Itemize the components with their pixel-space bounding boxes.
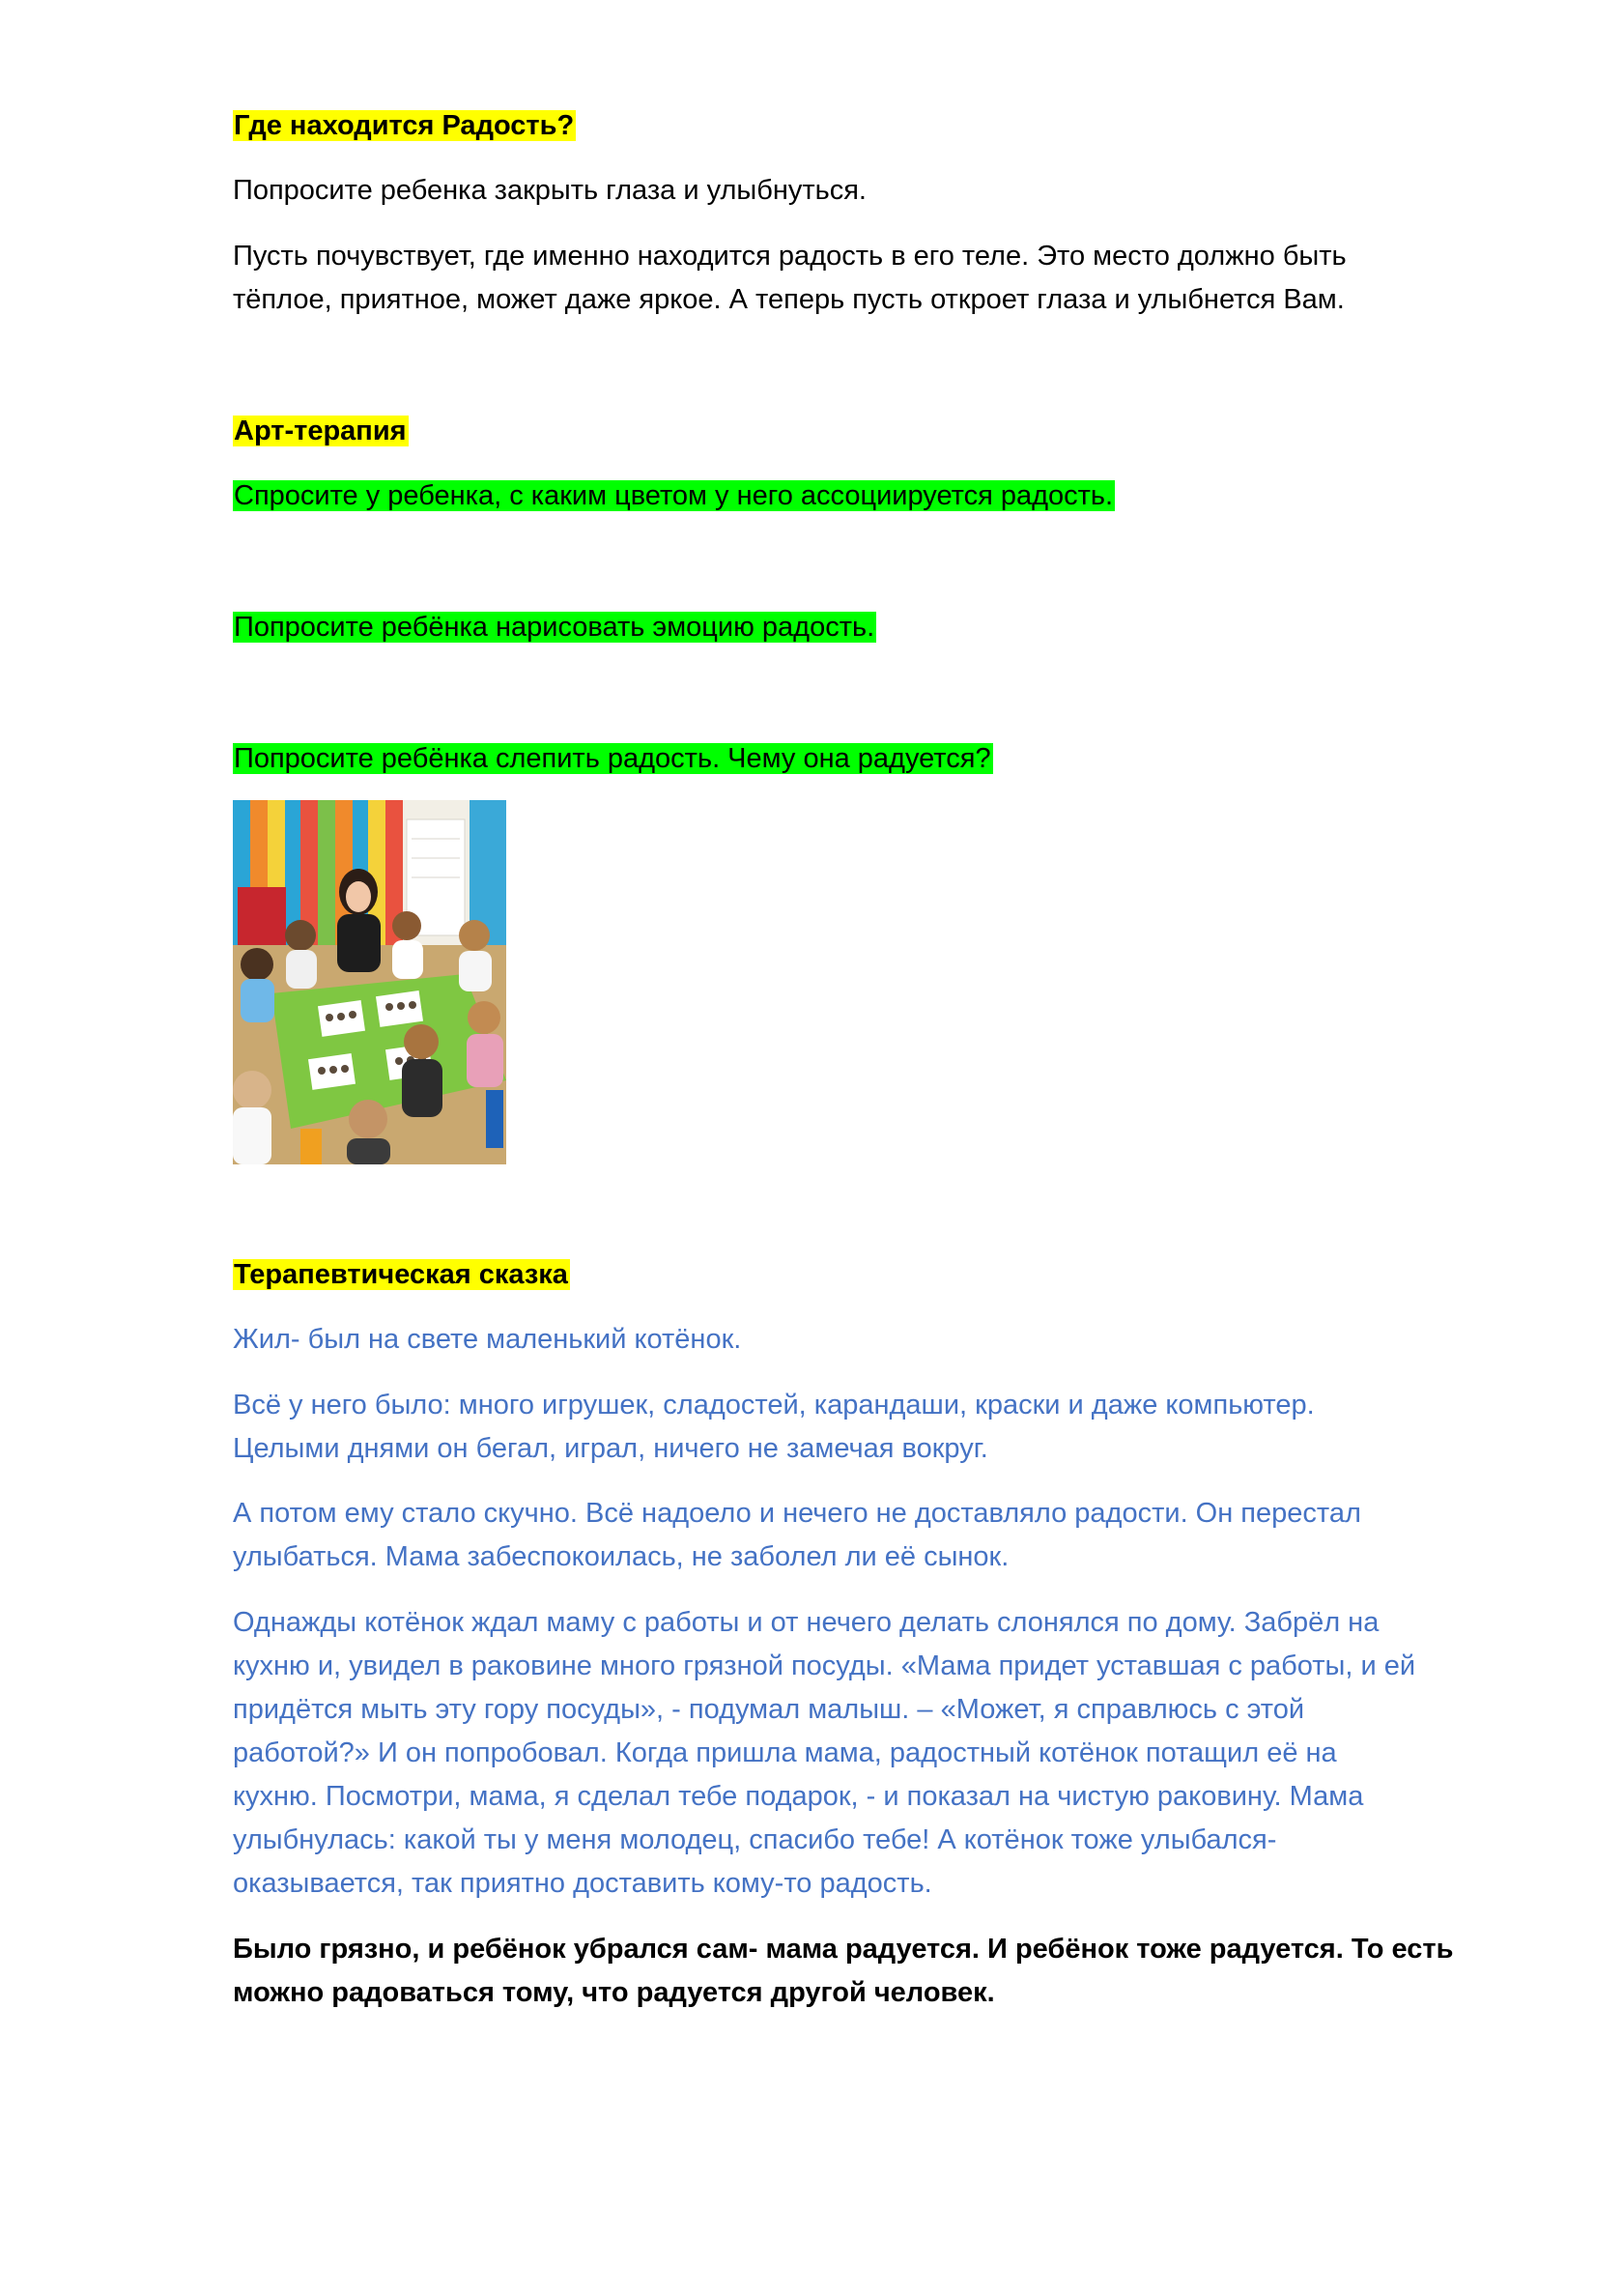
paragraph-feel-joy-line2: тёплое, приятное, может даже яркое. А теперь пусть откроет глаза и улыбнется Вам. [233, 284, 1345, 315]
story-line: работой?» И он попробовал. Когда пришла мама, радостный котёнок потащил её на [233, 1737, 1337, 1768]
story-line: Однажды котёнок ждал маму с работы и от нечего делать слонялся по дому. Забрёл на [233, 1607, 1380, 1638]
task-color [233, 474, 1115, 518]
heading-art-therapy-text: Арт-терапия [234, 416, 407, 446]
task-sculpt [233, 737, 993, 781]
heading-therapeutic-tale-text: Терапевтическая сказка [234, 1259, 568, 1290]
task-draw-text: Попросите ребёнка нарисовать эмоцию радость. [234, 612, 875, 643]
story-line: Всё у него было: много игрушек, сладостей, карандаши, краски и даже компьютер. [233, 1390, 1315, 1421]
moral-line1: Было грязно, и ребёнок убрался сам- мама радуется. И ребёнок тоже радуется. То есть [233, 1934, 1454, 1965]
heading-where-joy-text: Где находится Радость? [234, 110, 575, 141]
heading-art-therapy [233, 410, 409, 453]
moral-line2: можно радоваться тому, что радуется другой человек. [233, 1977, 995, 2008]
paragraph-close-eyes: Попросите ребенка закрыть глаза и улыбнуться. [233, 175, 867, 206]
story-line: Жил- был на свете маленький котёнок. [233, 1324, 742, 1355]
paragraph-feel-joy-line1: Пусть почувствует, где именно находится радость в его теле. Это место должно быть [233, 241, 1347, 272]
story-line: улыбаться. Мама забеспокоилась, не заболел ли её сынок. [233, 1541, 1010, 1572]
story-line: улыбнулась: какой ты у меня молодец, спасибо тебе! А котёнок тоже улыбался- [233, 1824, 1277, 1855]
story-line: кухню и, увидел в раковине много грязной посуды. «Мама придет уставшая с работы, и ей [233, 1650, 1416, 1681]
classroom-photo [233, 800, 506, 1164]
story-line: придётся мыть эту гору посуды», - подумал малыш. – «Может, я справлюсь с этой [233, 1694, 1305, 1725]
task-sculpt-text: Попросите ребёнка слепить радость. Чему она радуется? [234, 743, 991, 774]
story-line: А потом ему стало скучно. Всё надоело и нечего не доставляло радости. Он перестал [233, 1498, 1361, 1529]
heading-therapeutic-tale [233, 1253, 570, 1297]
story-line: Целыми днями он бегал, играл, ничего не замечая вокруг. [233, 1433, 988, 1464]
task-draw [233, 606, 876, 649]
story-line: оказывается, так приятно доставить кому-то радость. [233, 1868, 932, 1899]
story-line: кухню. Посмотри, мама, я сделал тебе подарок, - и показал на чистую раковину. Мама [233, 1781, 1364, 1812]
classroom-photo-illustration [233, 800, 506, 1164]
task-color-text: Спросите у ребенка, с каким цветом у него ассоциируется радость. [234, 480, 1114, 511]
heading-where-joy [233, 104, 576, 148]
